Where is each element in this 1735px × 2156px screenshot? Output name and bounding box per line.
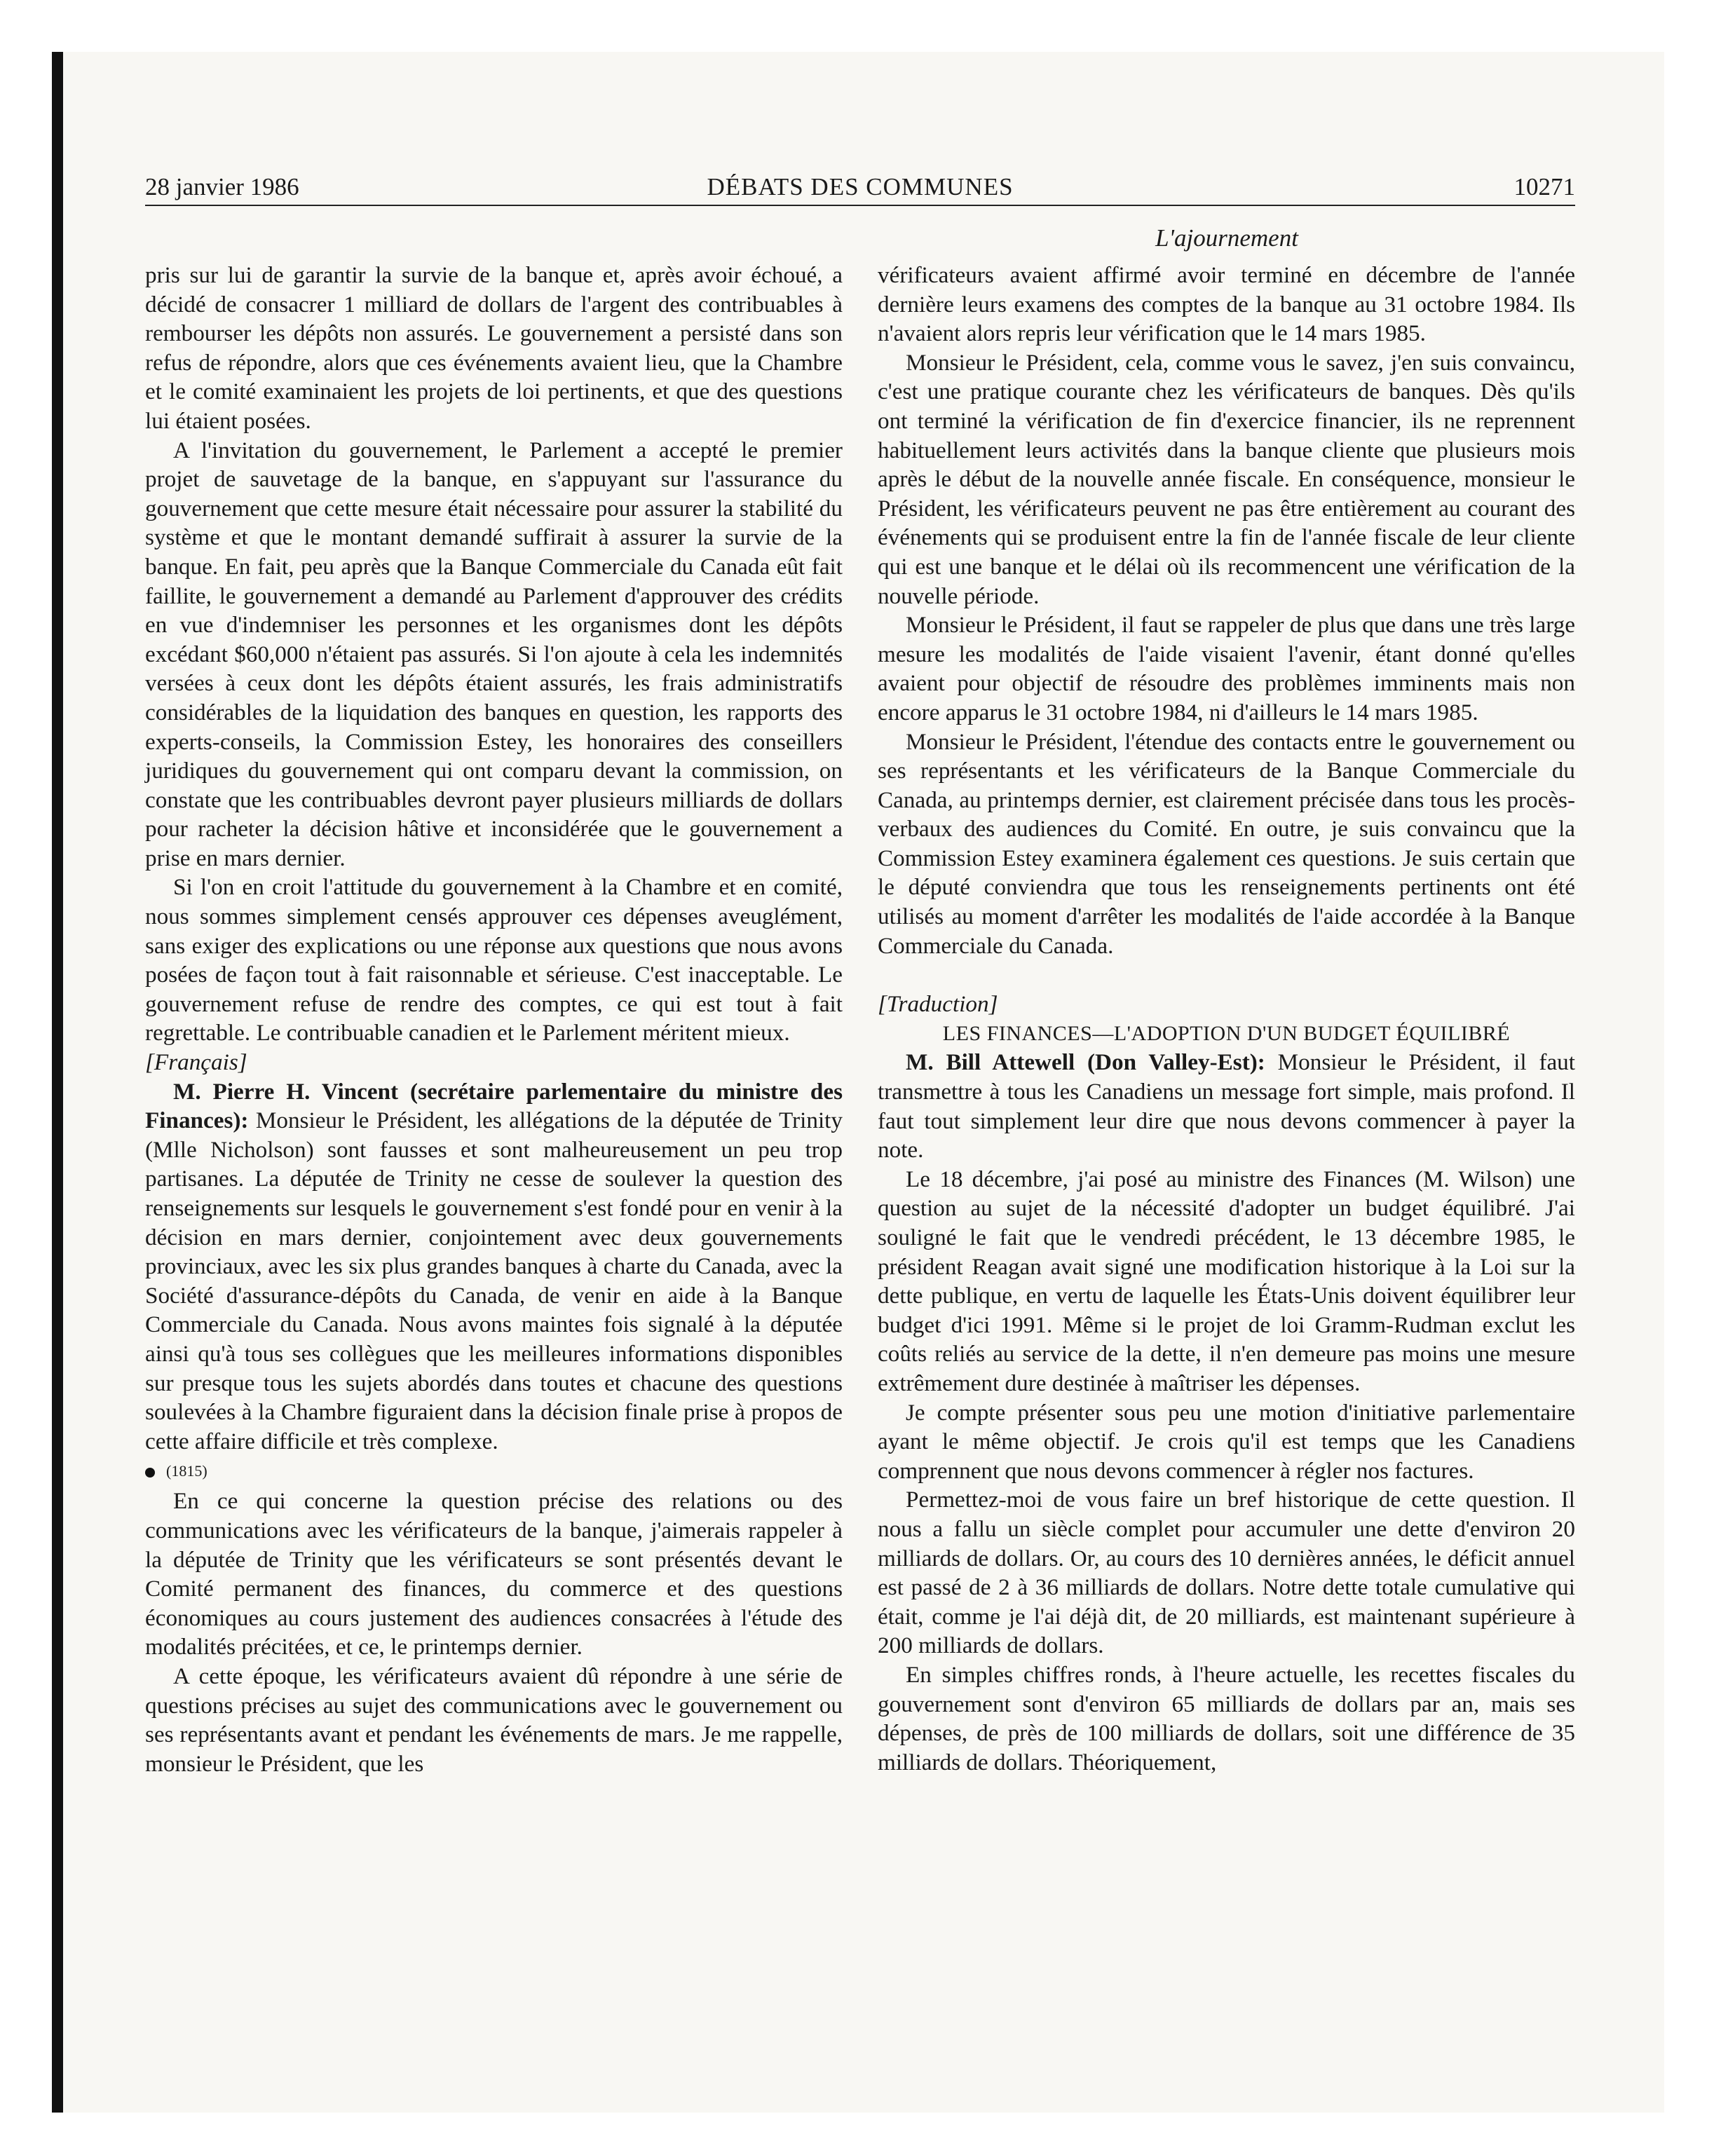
speech-text: Monsieur le Président, les allégations de la députée de Trinity (Mlle Nicholson) sont fausses et sont malheureusement un peu trop partisanes. La députée de Trinity ne cesse de soulever la question des renseignements sur lesquels le gouvernement s'est fondé pour en venir à la décision en mars dernier, conjointement avec deux gouvernements provinciaux, avec les six plus grandes banques à charte du Canada, avec la Société d'assurance-dépôts du Canada, de venir en aide à la Banque Commerciale du Canada. Nous avons maintes fois signalé à la députée ainsi qu'à tous ses collègues que les meilleures informations disponibles sur presque tous les sujets abordés dans toutes et chacune des questions soulevées à la Chambre figuraient dans la décision finale prise à propos de cette affaire difficile et très complexe. xyxy=(145,1107,843,1454)
paragraph: Si l'on en croit l'attitude du gouvernement à la Chambre et en comité, nous sommes simplement censés approuver ces dépenses aveuglément, sans exiger des explications ou une réponse aux questions que nous avons posées de façon tout à fait raisonnable et sérieuse. C'est inacceptable. Le gouvernement refuse de rendre des comptes, ce qui est tout à fait regrettable. Le contribuable canadien et le Parlement méritent mieux. xyxy=(145,874,843,1046)
spacer xyxy=(878,960,1575,990)
section-title: L'ajournement xyxy=(1155,224,1298,252)
paragraph: Je compte présenter sous peu une motion d'initiative parlementaire ayant le même objectif. Je crois qu'il est temps que les Canadiens comprennent que nous devons commencer à régler nos factures. xyxy=(878,1399,1575,1484)
speech-paragraph xyxy=(145,1077,843,1456)
section-heading: LES FINANCES—L'ADOPTION D'UN BUDGET ÉQUILIBRÉ xyxy=(942,1021,1511,1045)
bullet-icon xyxy=(145,1468,155,1478)
language-label: [Français] xyxy=(145,1049,247,1076)
time-marker-text: (1815) xyxy=(166,1462,207,1480)
page-header xyxy=(145,170,1575,206)
header-date: 28 janvier 1986 xyxy=(145,173,299,200)
paragraph: Monsieur le Président, l'étendue des contacts entre le gouvernement ou ses représentants et les vérificateurs de la Banque Commerciale du Canada, au printemps dernier, est clairement précisée dans tous les procès-verbaux des audiences du Comité. En outre, je suis convaincu que la Commission Estey examinera également ces questions. Je suis certain que le député conviendra que tous les renseignements pertinents ont été utilisés au moment d'arrêter les modalités de l'aide accordée à la Banque Commerciale du Canada. xyxy=(878,728,1575,959)
paragraph: Monsieur le Président, cela, comme vous le savez, j'en suis convaincu, c'est une pratique courante chez les vérificateurs de banques. Dès qu'ils ont terminé la vérification de fin d'exercice financier, ils ne reprennent habituellement leurs activités dans la banque cliente que plusieurs mois après le début de la nouvelle année fiscale. En conséquence, monsieur le Président, les vérificateurs peuvent ne pas être entièrement au courant des événements qui se produisent entre la fin de l'année fiscale de leur cliente qui est une banque et le délai où ils recommencent une vérification de la nouvelle période. xyxy=(878,349,1575,609)
header-title: DÉBATS DES COMMUNES xyxy=(707,173,1014,200)
scan-edge xyxy=(52,52,63,2113)
paragraph: A l'invitation du gouvernement, le Parlement a accepté le premier projet de sauvetage de la banque, en s'appuyant sur l'assurance du gouvernement que cette mesure était nécessaire pour assurer la stabilité du système et que le montant demandé suffirait à assurer la survie de la banque. En fait, peu après que la Banque Commerciale du Canada eût fait faillite, le gouvernement a demandé au Parlement d'approuver des crédits en vue d'indemniser les personnes et les organismes dont les dépôts excédant $60,000 n'étaient pas assurés. Si l'on ajoute à cela les indemnités versées à ceux dont les dépôts étaient assurés, les frais administratifs considérables de la liquidation des banques en question, les rapports des experts-conseils, la Commission Estey, les honoraires des conseillers juridiques du gouvernement qui ont comparu devant la commission, on constate que les contribuables devront payer plusieurs milliards de dollars pour racheter la décision hâtive et inconsidérée que le gouvernement a prise en mars dernier. xyxy=(145,437,843,871)
page-number: 10271 xyxy=(1513,173,1575,200)
speech-paragraph xyxy=(878,1048,1575,1164)
paragraph: A cette époque, les vérificateurs avaient dû répondre à une série de questions précises au sujet des communications avec le gouvernement ou ses représentants avant et pendant les événements de mars. Je me rappelle, monsieur le Président, que les xyxy=(145,1663,843,1777)
language-label: [Traduction] xyxy=(878,991,998,1018)
paragraph: Le 18 décembre, j'ai posé au ministre des Finances (M. Wilson) une question au sujet de la nécessité d'adopter un budget équilibré. J'ai souligné le fait que le vendredi précédent, le 13 décembre 1985, le président Reagan avait signé une modification historique à la Loi sur la dette publique, en vertu de laquelle les États-Unis doivent équilibrer leur budget d'ici 1991. Même si le projet de loi Gramm-Rudman exclut les coûts reliés au service de la dette, il n'en demeure pas moins une mesure extrêmement dure destinée à maîtriser les dépenses. xyxy=(878,1166,1575,1396)
speech-text: Monsieur le Président, il faut transmettre à tous les Canadiens un message fort simple, mais profond. Il faut tout simplement leur dire que nous devons commencer à payer la note. xyxy=(878,1049,1575,1164)
time-marker xyxy=(145,1456,843,1487)
left-column xyxy=(145,261,843,1778)
paragraph: Permettez-moi de vous faire un bref historique de cette question. Il nous a fallu un siècle complet pour accumuler une dette d'environ 20 milliards de dollars. Or, au cours des 10 dernières années, le déficit annuel est passé de 2 à 36 milliards de dollars. Notre dette totale cumulative qui était, comme je l'ai déjà dit, de 20 milliards, est maintenant supérieure à 200 milliards de dollars. xyxy=(878,1487,1575,1659)
paragraph: pris sur lui de garantir la survie de la banque et, après avoir échoué, a décidé de consacrer 1 milliard de dollars de l'argent des contribuables à rembourser les dépôts non assurés. Le gouvernement a persisté dans son refus de répondre, alors que ces événements avaient lieu, que la Chambre et le comité examinaient les projets de loi pertinents, et que des questions lui étaient posées. xyxy=(145,262,843,434)
paragraph: En simples chiffres ronds, à l'heure actuelle, les recettes fiscales du gouvernement sont d'environ 65 milliards de dollars par an, mais ses dépenses, de près de 100 milliards de dollars, soit une différence de 35 milliards de dollars. Théoriquement, xyxy=(878,1661,1575,1775)
paragraph: vérificateurs avaient affirmé avoir terminé en décembre de l'année dernière leurs examens des comptes de la banque au 31 octobre 1984. Ils n'avaient alors repris leur vérification que le 14 mars 1985. xyxy=(878,262,1575,347)
right-column xyxy=(878,261,1575,1777)
speaker-name: M. Bill Attewell (Don Valley-Est): xyxy=(906,1049,1265,1076)
speaker-name: M. Pierre H. Vincent (secrétaire parlementaire du ministre des Finances): xyxy=(145,1078,843,1134)
paragraph: Monsieur le Président, il faut se rappeler de plus que dans une très large mesure les modalités de l'aide visaient l'avenir, étant donné qu'elles avaient pour objectif de résoudre des problèmes imminents mais non encore apparus le 31 octobre 1984, ni d'ailleurs le 14 mars 1985. xyxy=(878,612,1575,725)
paragraph: En ce qui concerne la question précise des relations ou des communications avec les vérificateurs de la banque, j'aimerais rappeler à la députée de Trinity que les vérificateurs se sont présentés devant le Comité permanent des finances, du commerce et des questions économiques au cours justement des audiences consacrées à l'étude des modalités précitées, et ce, le printemps dernier. xyxy=(145,1488,843,1660)
